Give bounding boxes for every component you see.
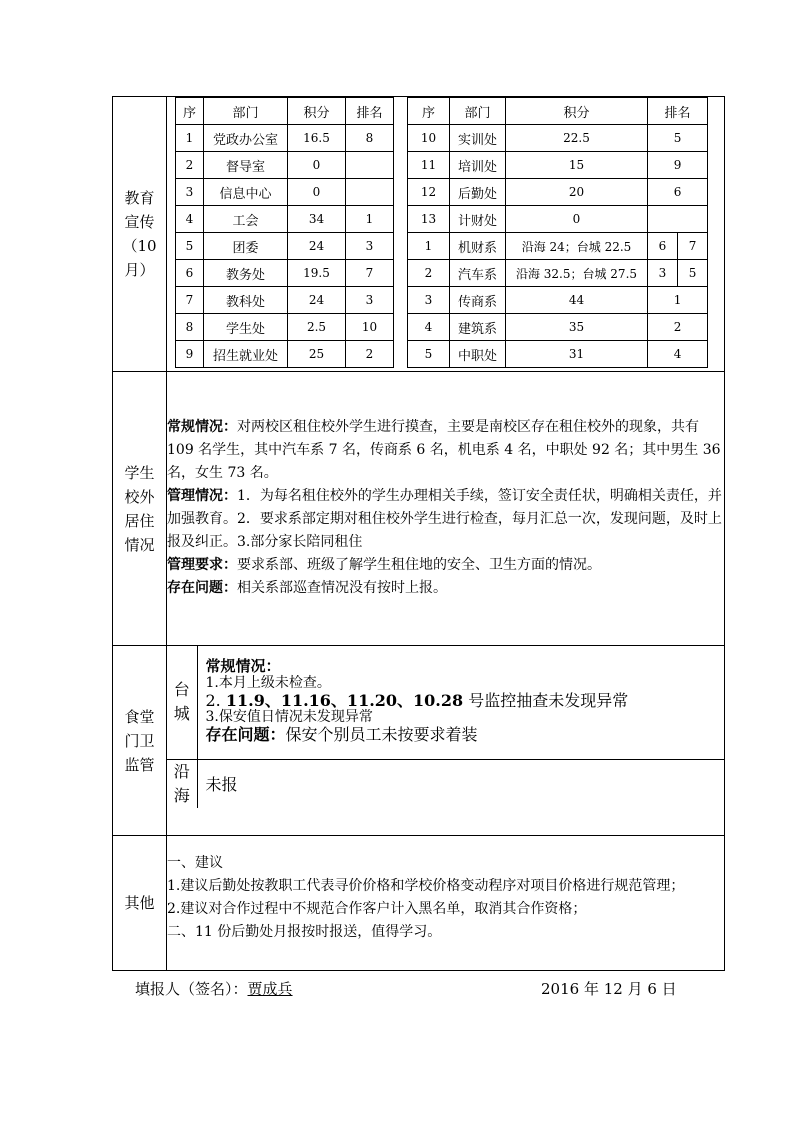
- header-rank: 排名: [648, 98, 708, 125]
- table-row: 2 督导室 0: [176, 152, 394, 179]
- table-row: 6 教务处 19.5 7: [176, 260, 394, 287]
- table-row: 4 建筑系 35 2: [408, 314, 708, 341]
- table-row: 13 计财处 0: [408, 206, 708, 233]
- table-row: 9 招生就业处 25 2: [176, 341, 394, 368]
- filler-label: 填报人（签名）：: [135, 980, 248, 998]
- section-label-residence: [113, 372, 167, 646]
- taicheng-label: 台城: [167, 646, 197, 759]
- canteen-line-3: 3.保安值日情况未发现异常: [205, 709, 373, 725]
- routine-label: 常规情况：: [167, 419, 237, 435]
- requirement-text: 要求系部、班级了解学生租住地的安全、卫生方面的情况。: [237, 557, 601, 573]
- other-line-3: 2.建议对合作过程中不规范合作客户计入黑名单，取消其合作资格；: [167, 901, 587, 917]
- table-row: 8 学生处 2.5 10: [176, 314, 394, 341]
- canteen-issue-label: 存在问题：: [205, 725, 286, 744]
- residence-label-text: 学生校外居住情况: [124, 463, 155, 554]
- filler-name: 贾成兵: [247, 980, 293, 998]
- other-label-text: 其他: [124, 894, 155, 912]
- ranking-table-left: [175, 97, 394, 368]
- section-label-other: [113, 836, 167, 971]
- canteen-label-text: 食堂门卫监管: [124, 707, 155, 774]
- canteen-subtable: [167, 646, 724, 808]
- other-line-2: 1.建议后勤处按教职工代表寻价价格和学校价格变动程序对项目价格进行规范管理；: [167, 878, 685, 894]
- ranking-table-right: [407, 97, 708, 368]
- table-row: 3 传商系 44 1: [408, 287, 708, 314]
- other-content: [167, 836, 725, 971]
- table-row: 11 培训处 15 9: [408, 152, 708, 179]
- canteen-routine-label: 常规情况：: [205, 657, 281, 675]
- other-line-4: 二、11 份后勤处月报按时报送，值得学习。: [167, 924, 442, 940]
- table-row: 2 汽车系 沿海 32.5；台城 27.5 3 5: [408, 260, 708, 287]
- report-date: 2016 年 12 月 6 日: [541, 980, 677, 998]
- residence-content: [167, 372, 725, 646]
- header-rank: 排名: [346, 98, 394, 125]
- table-row: 12 后勤处 20 6: [408, 179, 708, 206]
- section-label-education: [113, 97, 167, 372]
- monitor-dates: 11.9、11.16、11.20、10.28: [225, 691, 464, 710]
- table-row: 5 团委 24 3: [176, 233, 394, 260]
- issue-text: 相关系部巡查情况没有按时上报。: [237, 580, 447, 596]
- yanhai-content: 未报: [205, 775, 238, 794]
- table-row: 1 机财系 沿海 24；台城 22.5 6 7: [408, 233, 708, 260]
- header-dept: 部门: [450, 98, 506, 125]
- table-row: 1 党政办公室 16.5 8: [176, 125, 394, 152]
- table-row: 4 工会 34 1: [176, 206, 394, 233]
- management-label: 管理情况：: [167, 488, 237, 504]
- yanhai-label: 沿海: [167, 759, 197, 808]
- header-score: 积分: [288, 98, 346, 125]
- header-score: 积分: [506, 98, 648, 125]
- canteen-line-1: 1.本月上级未检查。: [205, 675, 331, 691]
- issue-label: 存在问题：: [167, 580, 237, 596]
- report-table: [112, 96, 725, 971]
- header-seq: 序: [176, 98, 204, 125]
- header-dept: 部门: [204, 98, 288, 125]
- routine-text: 对两校区租住校外学生进行摸查，主要是南校区存在租住校外的现象，共有 109 名学生，其中汽车系 7 名，传商系 6 名，机电系 4 名，中职处 92 名；其中男生 36 名，女生 73 名。: [167, 419, 721, 481]
- section-label-canteen: [113, 646, 167, 836]
- table-row: 3 信息中心 0: [176, 179, 394, 206]
- management-text: 1．为每名租住校外的学生办理相关手续，签订安全责任状，明确相关责任，并加强教育。2．要求系部定期对租住校外学生进行检查，每月汇总一次，发现问题，及时上报及纠正。3.部分家长陪同租住: [167, 488, 722, 550]
- other-line-1: 一、建议: [167, 855, 223, 871]
- header-seq: 序: [408, 98, 450, 125]
- table-row: 7 教科处 24 3: [176, 287, 394, 314]
- table-row: 10 实训处 22.5 5: [408, 125, 708, 152]
- education-label-text: 教育宣传（10月）: [122, 189, 157, 279]
- canteen-issue-text: 保安个别员工未按要求着装: [285, 725, 478, 744]
- table-row: 5 中职处 31 4: [408, 341, 708, 368]
- taicheng-content: 常规情况： 1.本月上级未检查。 2. 11.9、11.16、11.20、10.28 号监控抽查未发现异常 3.保安值日情况未发现异常 存在问题：保安个别员工未按要求着装: [197, 646, 724, 759]
- requirement-label: 管理要求：: [167, 557, 237, 573]
- filler-signature: [135, 978, 293, 999]
